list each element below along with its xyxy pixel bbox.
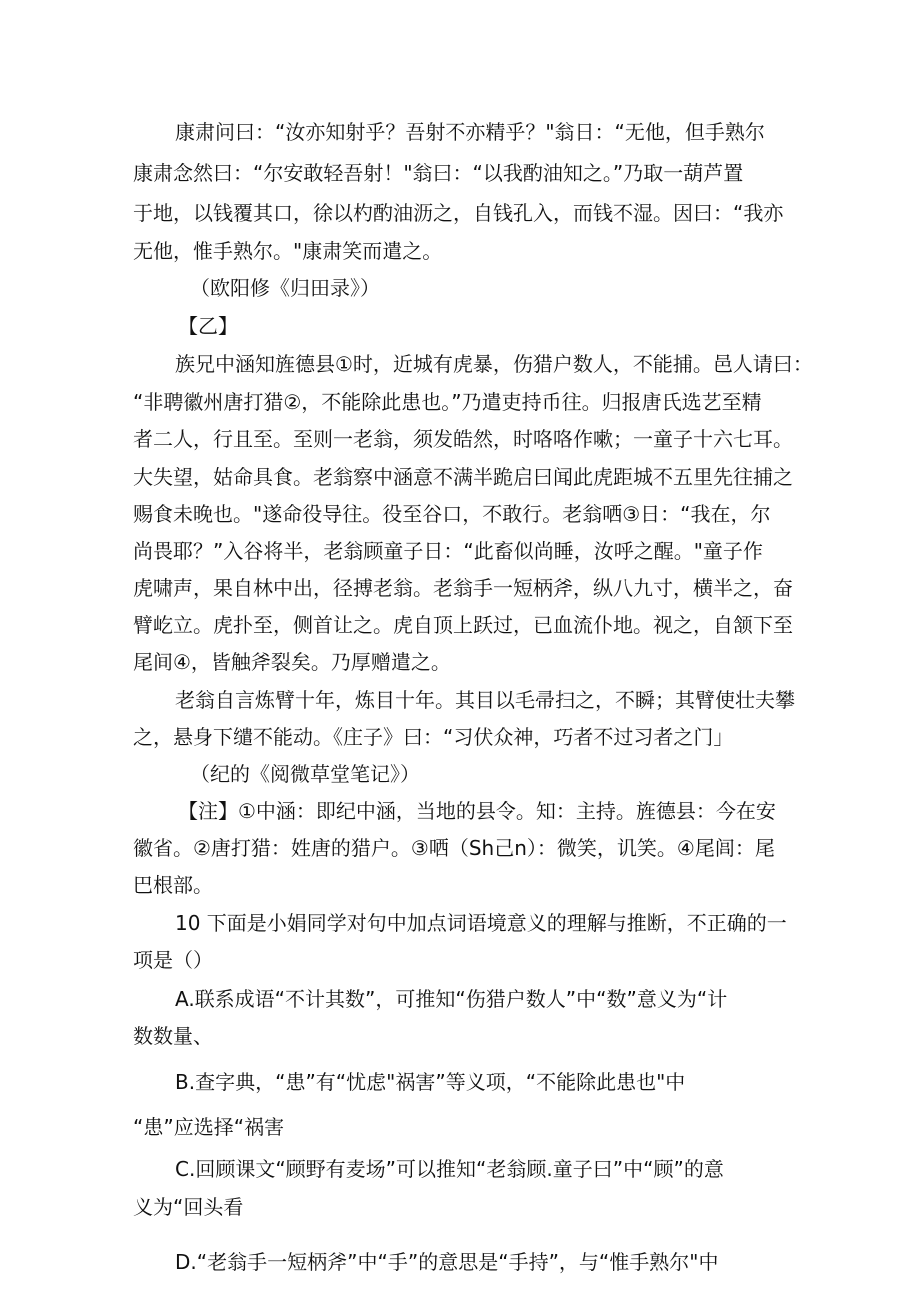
option-a: A.联系成语“不计其数”，可推知“伤猎户数人”中“数”意义为“计	[175, 987, 728, 1011]
text-line: 族兄中涵知旌德县①时，近城有虎暴，伤猎户数人，不能捕。邑人请曰：	[175, 352, 813, 376]
text-line: 臂屹立。虎扑至，侧首让之。虎自顶上跃过，已血流仆地。视之，自颔下至	[133, 613, 793, 637]
option-b: “患”应选择“祸害	[133, 1115, 285, 1139]
text-line: 之，悬身下缱不能动。《庄子》曰：“习伏众神，巧者不过习者之门」	[133, 725, 734, 749]
section-heading: 【乙】	[178, 314, 238, 338]
text-line: 赐食未晚也。"遂命役导往。役至谷口，不敢行。老翁哂③日：“我在，尔	[133, 502, 771, 526]
option-d: D.“老翁手一短柄斧”中“手”的意思是“手持”，与“惟手熟尔"中	[175, 1250, 719, 1274]
note-line: 【注】①中涵：即纪中涵，当地的县令。知：主持。旌德县：今在安	[178, 799, 776, 823]
text-line: 康肃问曰：“汝亦知射乎？吾射不亦精乎？"翁日：“无他，但手熟尔	[175, 120, 765, 144]
text-line: 无他，惟手熟尔。"康肃笑而遣之。	[133, 239, 443, 263]
note-line: 巴根部。	[133, 873, 213, 897]
option-c: 义为“回头看	[133, 1195, 244, 1219]
option-a: 数数量、	[133, 1024, 213, 1048]
text-line: “非聘徽州唐打猎②，不能除此患也。”乃遣吏持币往。归报唐氏选艺至精	[133, 390, 762, 414]
question-stem: 10 下面是小娟同学对句中加点词语境意义的理解与推断，不正确的一	[175, 911, 787, 935]
source-citation: （欧阳修《归田录》）	[190, 276, 380, 300]
text-line: 康肃念然曰：“尔安敢轻吾射！"翁曰：“以我酌油知之。”乃取一葫芦置	[133, 161, 744, 185]
text-line: 虎啸声，果自林中出，径搏老翁。老翁手一短柄斧，纵八九寸，横半之，奋	[133, 576, 793, 600]
text-line: 尾间④，皆触斧裂矣。乃厚赠遣之。	[133, 650, 451, 674]
option-b: B.查字典，“患”有“忧虑"祸害”等义项，“不能除此患也"中	[175, 1070, 686, 1094]
source-citation: （纪的《阅微草堂笔记》）	[190, 762, 420, 786]
note-line: 徽省。②唐打猎：姓唐的猎户。③哂（Sh己n）：微笑，讥笑。④尾闾：尾	[133, 836, 775, 860]
text-line: 者二人，行且至。至则一老翁，须发皓然，时咯咯作嗽；一童子十六七耳。	[133, 427, 793, 451]
option-c: C.回顾课文“顾野有麦场”可以推知“老翁顾.童子曰”中“顾”的意	[175, 1157, 724, 1181]
text-line: 大失望，姑命具食。老翁察中涵意不满半跪启曰闻此虎距城不五里先往捕之	[133, 465, 793, 489]
text-line: 老翁自言炼臂十年，炼目十年。其目以毛帚扫之，不瞬；其臂使壮夫攀	[175, 688, 795, 712]
text-line: 尚畏耶？”入谷将半，老翁顾童子日：“此畜似尚睡，汝呼之醒。"童子作	[133, 539, 763, 563]
text-line: 于地，以钱覆其口，徐以杓酌油沥之，自钱孔入，而钱不湿。因曰：“我亦	[133, 201, 784, 225]
question-stem: 项是（）	[133, 948, 213, 972]
